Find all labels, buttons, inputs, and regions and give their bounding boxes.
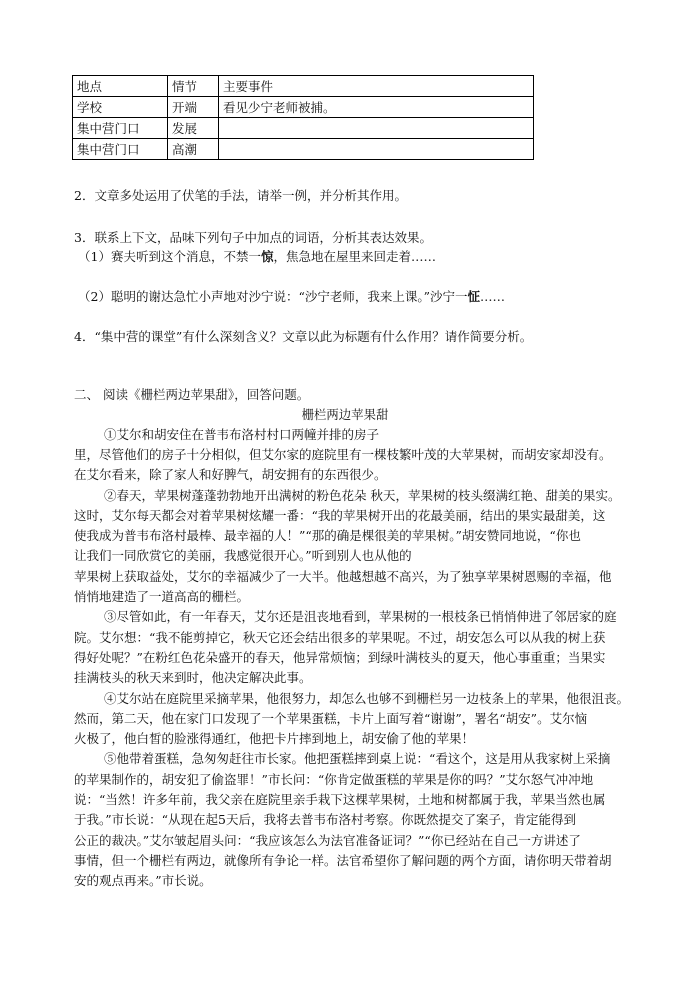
article-line: ③尽管如此，有一年春天，艾尔还是沮丧地看到，苹果树的一根枝条已悄悄伸进了邻居家的庭 bbox=[104, 609, 617, 624]
plot-events-table bbox=[72, 75, 534, 160]
article-line: ⑤他带着蛋糕，急匆匆赶往市长家。他把蛋糕摔到桌上说：“看这个，这是用从我家树上采摘 bbox=[104, 751, 611, 766]
table-header-cell: 情节 bbox=[168, 76, 219, 97]
table-cell bbox=[219, 139, 534, 160]
question-4: 4．“集中营的课堂”有什么深刻含义？文章以此为标题有什么作用？请作简要分析。 bbox=[74, 329, 533, 344]
article-line: 的苹果制作的，胡安犯了偷盗罪！”市长问：“你肯定做蛋糕的苹果是你的吗？”艾尔怒气冲冲地 bbox=[74, 772, 594, 787]
article-line: 让我们一同欣赏它的美丽，我感觉很开心。”听到别人也从他的 bbox=[74, 548, 412, 563]
question-3: 3．联系上下文，品味下列句子中加点的词语，分析其表达效果。 bbox=[74, 230, 432, 245]
question-2: 2．文章多处运用了伏笔的手法，请举一例，并分析其作用。 bbox=[74, 188, 407, 203]
article-line: 使我成为普韦布洛村最棒、最幸福的人！”“那的确是棵很美的苹果树。”胡安赞同地说，“你也 bbox=[74, 528, 581, 543]
table-cell: 开端 bbox=[168, 97, 219, 118]
table-row bbox=[73, 97, 534, 118]
table-row bbox=[73, 139, 534, 160]
article-line: 火极了，他白皙的脸涨得通红，他把卡片摔到地上，胡安偷了他的苹果！ bbox=[74, 731, 475, 746]
text-segment: ，焦急地在屋里来回走着…… bbox=[273, 249, 436, 264]
text-segment: （1）赛夫听到这个消息，不禁一 bbox=[78, 249, 261, 264]
article-title: 栅栏两边苹果甜 bbox=[301, 407, 389, 422]
question-3-item-2 bbox=[78, 287, 505, 307]
article-line: 得好处呢？”在粉红色花朵盛开的春天，他异常烦恼；到绿叶满枝头的夏天，他心事重重；当果实 bbox=[74, 650, 606, 665]
article-line: 挂满枝头的秋天来到时，他决定解决此事。 bbox=[74, 670, 312, 685]
text-segment: （2）聪明的谢达急忙小声地对沙宁说：“沙宁老师，我来上课。”沙宁一 bbox=[78, 289, 468, 304]
table-cell: 集中营门口 bbox=[73, 118, 168, 139]
table-header-cell: 主要事件 bbox=[219, 76, 534, 97]
article-line: ④艾尔站在庭院里采摘苹果，他很努力，却怎么也够不到栅栏另一边枝条上的苹果，他很沮丧。 bbox=[104, 691, 630, 706]
article-line: 然而，第二天，他在家门口发现了一个苹果蛋糕，卡片上面写着“谢谢”，署名“胡安”。艾尔恼 bbox=[74, 711, 588, 726]
table-cell: 发展 bbox=[168, 118, 219, 139]
article-line: 事情，但一个栅栏有两边，就像所有争论一样。法官希望你了解问题的两个方面，请你明天带着胡 bbox=[74, 853, 612, 868]
text-segment: …… bbox=[480, 289, 506, 304]
table-header-cell: 地点 bbox=[73, 76, 168, 97]
article-line: 院。艾尔想：“我不能剪掉它，秋天它还会结出很多的苹果呢。不过，胡安怎么可以从我的树上获 bbox=[74, 630, 606, 645]
article-line: 苹果树上获取益处，艾尔的幸福减少了一大半。他越想越不高兴，为了独享苹果树恩赐的幸福，他 bbox=[74, 569, 612, 584]
table-cell: 看见少宁老师被捕。 bbox=[219, 97, 534, 118]
dotted-word: 怔 bbox=[467, 289, 481, 304]
table-cell bbox=[219, 118, 534, 139]
table-row bbox=[73, 118, 534, 139]
article-line: ②春天，苹果树蓬蓬勃勃地开出满树的粉色花朵 秋天，苹果树的枝头缀满红艳、甜美的果实。 bbox=[104, 488, 621, 503]
dotted-word: 惊 bbox=[260, 249, 274, 264]
article-line: 悄悄地建造了一道高高的栅栏。 bbox=[74, 589, 250, 604]
article-line: ①艾尔和胡安住在普韦布洛村村口两幢并排的房子 bbox=[104, 427, 380, 442]
table-header-row bbox=[73, 76, 534, 97]
article-line: 这时，艾尔每天都会对着苹果树炫耀一番：“我的苹果树开出的花最美丽，结出的果实最甜美，这 bbox=[74, 508, 606, 523]
article-line: 说：“当然！许多年前，我父亲在庭院里亲手栽下这棵苹果树，土地和树都属于我，苹果当然也属 bbox=[74, 792, 606, 807]
article-line: 公正的裁决。”艾尔皱起眉头问：“我应该怎么为法官准备证词？”“你已经站在自己一方讲述了 bbox=[74, 833, 581, 848]
article-line: 在艾尔看来，除了家人和好脾气，胡安拥有的东西很少。 bbox=[74, 467, 387, 482]
table-cell: 学校 bbox=[73, 97, 168, 118]
table-cell: 集中营门口 bbox=[73, 139, 168, 160]
article-line: 安的观点再来。”市长说。 bbox=[74, 873, 212, 888]
question-3-item-1 bbox=[78, 247, 436, 267]
section-heading: 二、 阅读《栅栏两边苹果甜》，回答问题。 bbox=[74, 387, 310, 402]
article-line: 里，尽管他们的房子十分相似，但艾尔家的庭院里有一棵枝繁叶茂的大苹果树，而胡安家却没有。 bbox=[74, 447, 612, 462]
table-cell: 高潮 bbox=[168, 139, 219, 160]
article-line: 于我。”市长说：“从现在起5天后，我将去普韦布洛村考察。你既然提交了案子，肯定能得到 bbox=[74, 812, 576, 827]
